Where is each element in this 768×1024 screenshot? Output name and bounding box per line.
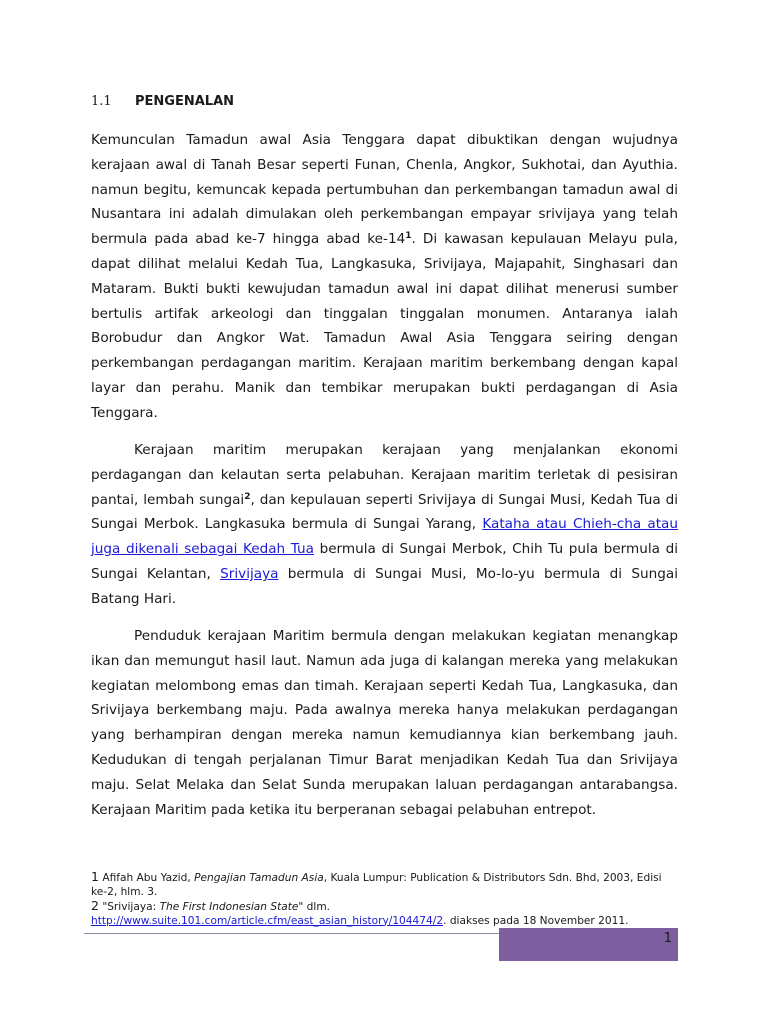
section-heading (91, 94, 234, 110)
srivijaya-link[interactable]: Srivijaya (220, 565, 279, 582)
footnote-1-mark: 1 (91, 869, 99, 884)
paragraph-1 (91, 128, 678, 426)
paragraph-2 (91, 438, 678, 612)
footnote-2-post: " dlm. (298, 901, 331, 913)
page-number: 1 (663, 931, 672, 946)
paragraph-3 (91, 624, 678, 822)
footnotes (91, 870, 681, 928)
paragraph-2-text-c: bermula di Sungai Merbok, Chih Tu pula bermula di Sungai Kelantan, (91, 541, 678, 582)
footnote-1-author: Afifah Abu Yazid, (98, 872, 195, 884)
section-title: PENGENALAN (135, 94, 235, 109)
paragraph-2-text-d: bermula di Sungai Musi, Mo-lo-yu bermula di Sungai Batang Hari. (91, 565, 678, 607)
paragraph-2-text-a: Kerajaan maritim merupakan kerajaan yang menjalankan ekonomi perdagangan dan kelautan serta pelabuhan. Kerajaan maritim terletak di pesisiran pantai, lembah sungai (91, 442, 678, 508)
paragraph-2-text-b: , dan kepulauan seperti Srivijaya di Sungai Musi, Kedah Tua di Sungai Merbok. Langkasuka bermula di Sungai Yarang, (91, 491, 679, 533)
footnote-ref-2[interactable]: 2 (244, 491, 251, 502)
page-number-box (499, 928, 678, 961)
footnote-2-tail: . diakses pada 18 November 2011. (443, 914, 629, 927)
footnote-2-title: The First Indonesian State (159, 901, 299, 913)
kataha-link[interactable]: Kataha atau Chieh-cha atau juga dikenali sebagai Kedah Tua (91, 516, 678, 558)
footnote-1-rest: , Kuala Lumpur: Publication & Distributors Sdn. Bhd, 2003, Edisi ke-2, hlm. 3. (91, 872, 662, 898)
footnote-2-pre: "Srivijaya: (98, 901, 160, 913)
footnote-1-title: Pengajian Tamadun Asia (194, 872, 324, 884)
paragraph-1-text-a: Kemunculan Tamadun awal Asia Tenggara dapat dibuktikan dengan wujudnya kerajaan awal di Tanah Besar seperti Funan, Chenla, Angkor, Sukhotai, dan Ayuthia. namun begitu, kemuncak kepada pertumbuhan dan perkembangan tamadun awal di Nusantara ini adalah dimulakan oleh perkembangan empayar srivijaya yang telah bermula pada abad ke-7 hingga abad ke-14 (91, 132, 678, 248)
footnote-ref-1[interactable]: 1 (405, 231, 412, 242)
footnote-1 (91, 870, 681, 899)
footnote-2-url-link[interactable]: http://www.suite.101.com/article.cfm/east_asian_history/104474/2 (91, 914, 444, 927)
paragraph-1-text-b: . Di kawasan kepulauan Melayu pula, dapat dilihat melalui Kedah Tua, Langkasuka, Srivijaya, Majapahit, Singhasari dan Mataram. Bukti bukti kewujudan tamadun awal ini dapat dilihat menerusi sumber bertulis artifak arkeologi dan tinggalan tinggalan monumen. Antaranya ialah Borobudur dan Angkor Wat. Tamadun Awal Asia Tenggara seiring dengan perkembangan perdagangan maritim. Kerajaan maritim berkembang dengan kapal layar dan perahu. Manik dan tembikar merupakan bukti perdagangan di Asia Tenggara. (91, 231, 678, 421)
footnote-2 (91, 899, 681, 928)
paragraph-3-text: Penduduk kerajaan Maritim bermula dengan melakukan kegiatan menangkap ikan dan memungut hasil laut. Namun ada juga di kalangan mereka yang melakukan kegiatan melombong emas dan timah. Kerajaan seperti Kedah Tua, Langkasuka, dan Srivijaya berkembang maju. Pada awalnya mereka hanya melakukan perdagangan yang berhampiran dengan mereka namun kemudiannya kian berkembang jauh. Kedudukan di tengah perjalanan Timur Barat menjadikan Kedah Tua dan Srivijaya maju. Selat Melaka dan Selat Sunda merupakan laluan perdagangan antarabangsa. Kerajaan Maritim pada ketika itu berperanan sebagai pelabuhan entrepot. (91, 628, 678, 818)
footnote-2-mark: 2 (91, 898, 99, 913)
section-number: 1.1 (91, 94, 112, 109)
